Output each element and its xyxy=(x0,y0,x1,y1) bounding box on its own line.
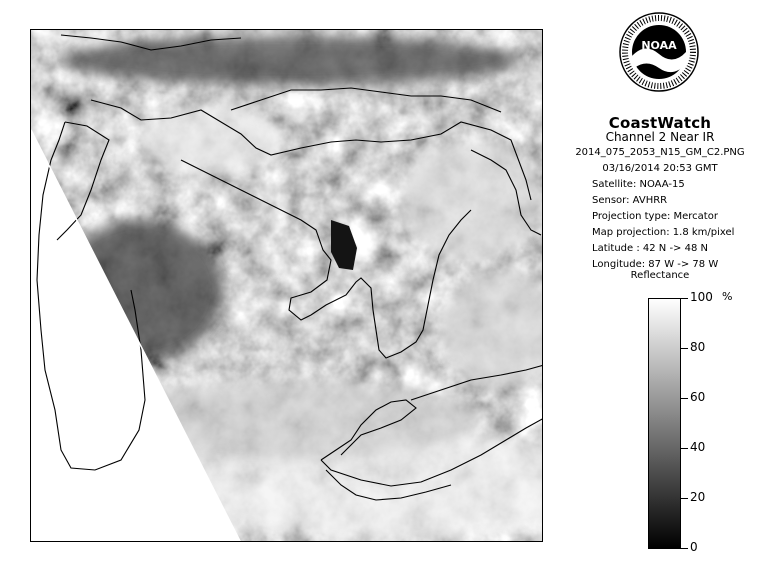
map-image xyxy=(31,30,543,542)
colorbar-tick xyxy=(681,498,688,499)
satellite-info: Satellite: NOAA-15 xyxy=(592,179,685,190)
longitude-info: Longitude: 87 W -> 78 W xyxy=(592,259,719,270)
date-time: 03/16/2014 20:53 GMT xyxy=(602,163,718,174)
latitude-info: Latitude : 42 N -> 48 N xyxy=(592,243,708,254)
file-name: 2014_075_2053_N15_GM_C2.PNG xyxy=(575,147,745,158)
colorbar-tick-label: 20 xyxy=(690,490,706,504)
colorbar-tick-label: 100 xyxy=(690,290,713,304)
projection-type-info: Projection type: Mercator xyxy=(592,211,718,222)
colorbar-tick xyxy=(681,548,688,549)
colorbar-label: Reflectance xyxy=(630,270,690,281)
colorbar-tick xyxy=(681,398,688,399)
map-projection-info: Map projection: 1.8 km/pixel xyxy=(592,227,735,238)
channel-name: Channel 2 Near IR xyxy=(605,130,715,144)
satellite-map xyxy=(30,29,543,542)
colorbar-unit: % xyxy=(722,290,733,303)
colorbar-tick xyxy=(681,448,688,449)
colorbar-tick-label: 40 xyxy=(690,440,706,454)
sensor-info: Sensor: AVHRR xyxy=(592,195,668,206)
colorbar-tick-label: 0 xyxy=(690,540,698,554)
colorbar-tick xyxy=(681,298,688,299)
colorbar-tick-label: 60 xyxy=(690,390,706,404)
noaa-logo-icon xyxy=(619,12,699,92)
colorbar-tick xyxy=(681,348,688,349)
product-title: CoastWatch xyxy=(608,114,712,132)
noaa-logo-text: NOAA xyxy=(641,39,677,52)
colorbar xyxy=(648,298,681,549)
colorbar-tick-label: 80 xyxy=(690,340,706,354)
